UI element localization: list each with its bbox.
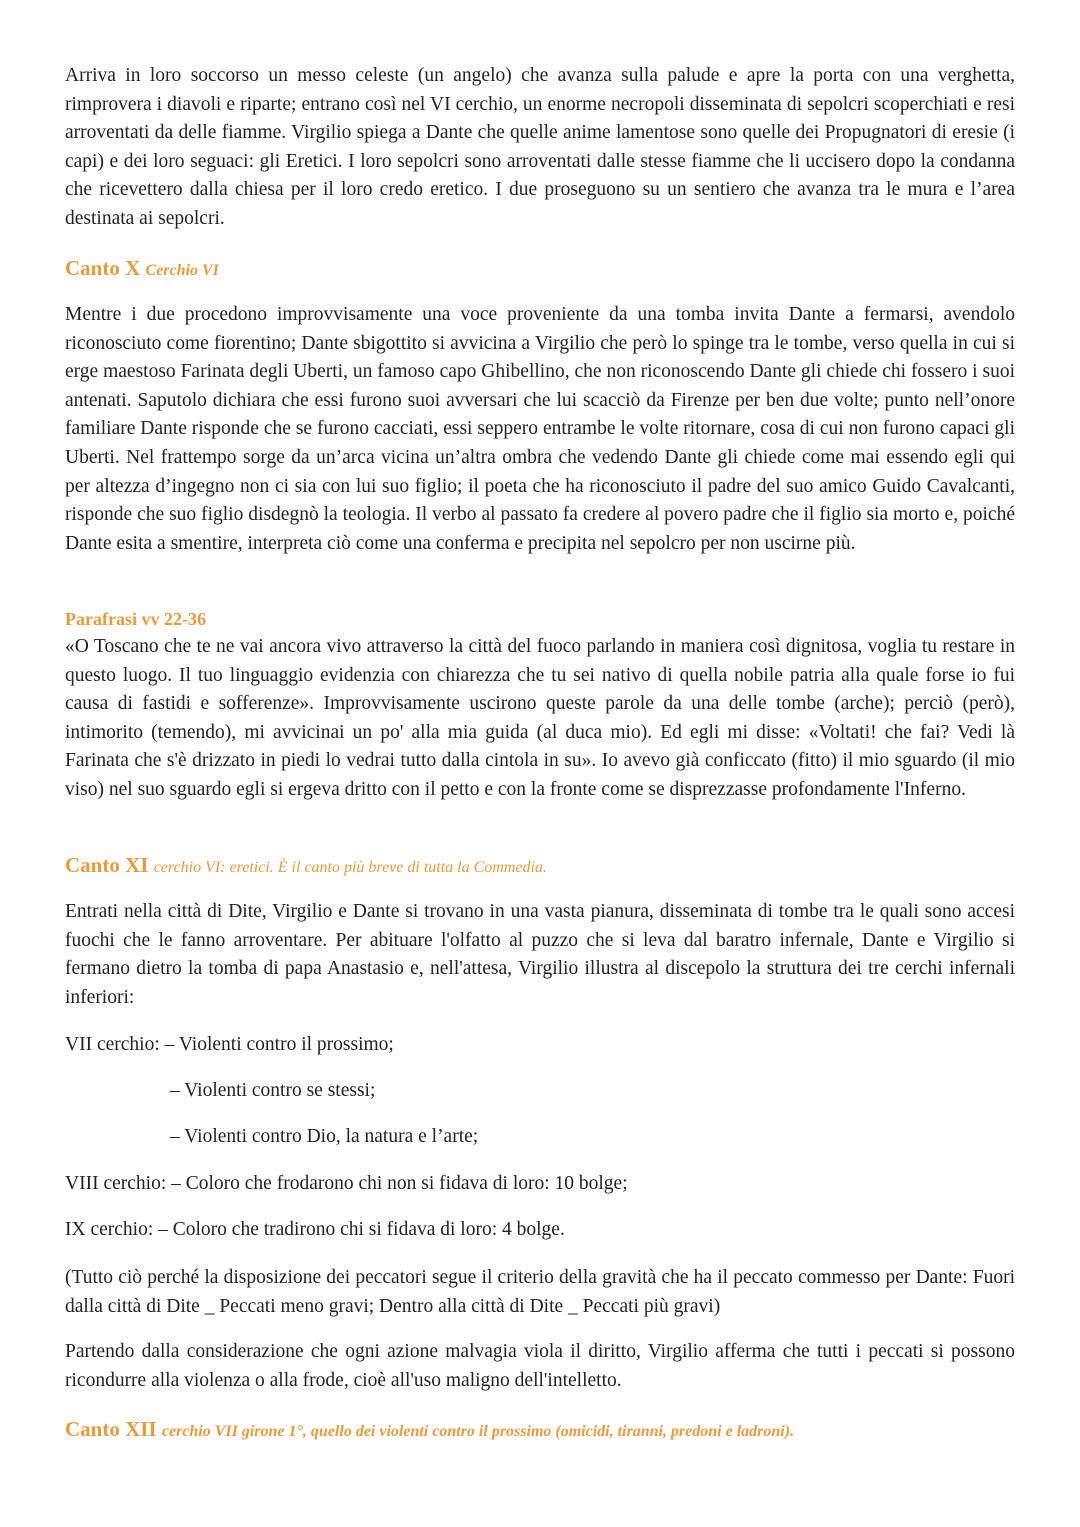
criterio-paragraph: (Tutto ciò perché la disposizione dei peccatori segue il criterio della gravità che ha il peccato commesso per Dante: Fuori dalla città di Dite _ Peccati meno gravi; Dentro alla città di Dite _ Peccati più gravi) [65, 1267, 1015, 1317]
criterio-paragraph-block [65, 1264, 1015, 1321]
parafrasi-paragraph: «O Toscano che te ne vai ancora vivo attraverso la città del fuoco parlando in maniera così dignitosa, voglia tu restare in questo luogo. Il tuo linguaggio evidenzia con chiarezza che tu sei nativo di quella nobile patria alla quale forse io fui causa di fastidi e sofferenze». Improvvisamente uscirono queste parole da una delle tombe (arche); perciò (però), intimorito (temendo), mi avvicinai un po' alla mia guida (al duca mio). Ed egli mi disse: «Voltati! che fai? Vedi là Farinata che s'è drizzato in piedi lo vedrai tutto dalla cintola in su». Io avevo già conficcato (fitto) il mio sguardo (il mio viso) nel suo sguardo egli si ergeva dritto con il petto e con la fronte come se disprezzasse profondamente l'Inferno. [65, 636, 1015, 800]
canto-xii-subtitle: cerchio VII girone 1°, quello dei violenti contro il prossimo (omicidi, tiranni, predoni e ladroni). [161, 1423, 795, 1440]
violenza-paragraph: Partendo dalla considerazione che ogni azione malvagia viola il diritto, Virgilio afferma che tutti i peccati si possono ricondurre alla violenza o alla frode, cioè all'uso maligno dell'intelletto. [65, 1341, 1015, 1391]
canto-x-title: Canto X [65, 256, 141, 280]
violenza-paragraph-block [65, 1338, 1015, 1395]
canto-xii-title: Canto XII [65, 1417, 157, 1441]
canto-x-heading [65, 254, 1015, 285]
canto-x-paragraph-block [65, 301, 1015, 558]
list-item-vii-dio: – Violenti contro Dio, la natura e l’arte; [170, 1126, 479, 1147]
list-item-ix-cerchio: IX cerchio: – Coloro che tradirono chi si fidava di loro: 4 bolge. [65, 1219, 565, 1240]
canto-xi-title: Canto XI [65, 853, 149, 877]
list-item-viii-cerchio: VIII cerchio: – Coloro che frodarono chi non si fidava di loro: 10 bolge; [65, 1173, 628, 1194]
parafrasi-paragraph-block [65, 633, 1015, 805]
list-item-vii-cerchio: VII cerchio: – Violenti contro il prossimo; [65, 1034, 394, 1055]
list-item-vii-se-stessi: – Violenti contro se stessi; [170, 1080, 376, 1101]
canto-x-subtitle: Cerchio VI [145, 262, 219, 279]
canto-xi-paragraph: Entrati nella città di Dite, Virgilio e Dante si trovano in una vasta pianura, disseminata di tombe tra le quali sono accesi fuochi che le fanno arroventare. Per abituare l'olfatto al puzzo che si leva dal baratro infernale, Dante e Virgilio si fermano dietro la tomba di papa Anastasio e, nell'attesa, Virgilio illustra al discepolo la struttura dei tre cerchi infernali inferiori: [65, 901, 1015, 1008]
canto-xi-paragraph-block [65, 898, 1015, 1012]
parafrasi-heading: Parafrasi vv 22-36 [65, 609, 206, 629]
intro-paragraph: Arriva in loro soccorso un messo celeste (un angelo) che avanza sulla palude e apre la porta con una verghetta, rimprovera i diavoli e riparte; entrano così nel VI cerchio, un enorme necropoli disseminata di sepolcri scoperchiati e resi arroventati da delle fiamme. Virgilio spiega a Dante che quelle anime lamentose sono quelle dei Propugnatori di eresie (i capi) e dei loro seguaci: gli Eretici. I loro sepolcri sono arroventati dalle stesse fiamme che li uccisero dopo la condanna che ricevettero dalla chiesa per il loro credo eretico. I due proseguono su un sentiero che avanza tra le mura e l’area destinata ai sepolcri. [65, 65, 1015, 229]
canto-xii-heading [65, 1415, 1015, 1446]
canto-xi-subtitle: cerchio VI: eretici. È il canto più breve di tutta la Commedia. [153, 859, 547, 876]
canto-xi-heading [65, 851, 1015, 882]
intro-paragraph-block [65, 62, 1015, 234]
canto-x-paragraph: Mentre i due procedono improvvisamente una voce proveniente da una tomba invita Dante a fermarsi, avendolo riconosciuto come fiorentino; Dante sbigottito si avvicina a Virgilio che però lo spinge tra le tombe, verso quella in cui si erge maestoso Farinata degli Uberti, un famoso capo Ghibellino, che non riconoscendo Dante gli chiede chi fossero i suoi antenati. Saputolo dichiara che essi furono suoi avversari che lui scacciò da Firenze per ben due volte; punto nell’onore familiare Dante risponde che se furono cacciati, essi seppero entrambe le volte ritornare, cosa di cui non furono capaci gli Uberti. Nel frattempo sorge da un’arca vicina un’altra ombra che vedendo Dante gli chiede come mai essendo egli qui per altezza d’ingegno non ci sia con lui suo figlio; il poeta che ha riconosciuto il padre del suo amico Guido Cavalcanti, risponde che suo figlio disdegnò la teologia. Il verbo al passato fa credere al povero padre che il figlio sia morto e, poiché Dante esita a smentire, interpreta ciò come una conferma e precipita nel sepolcro per non uscirne più. [65, 304, 1015, 554]
